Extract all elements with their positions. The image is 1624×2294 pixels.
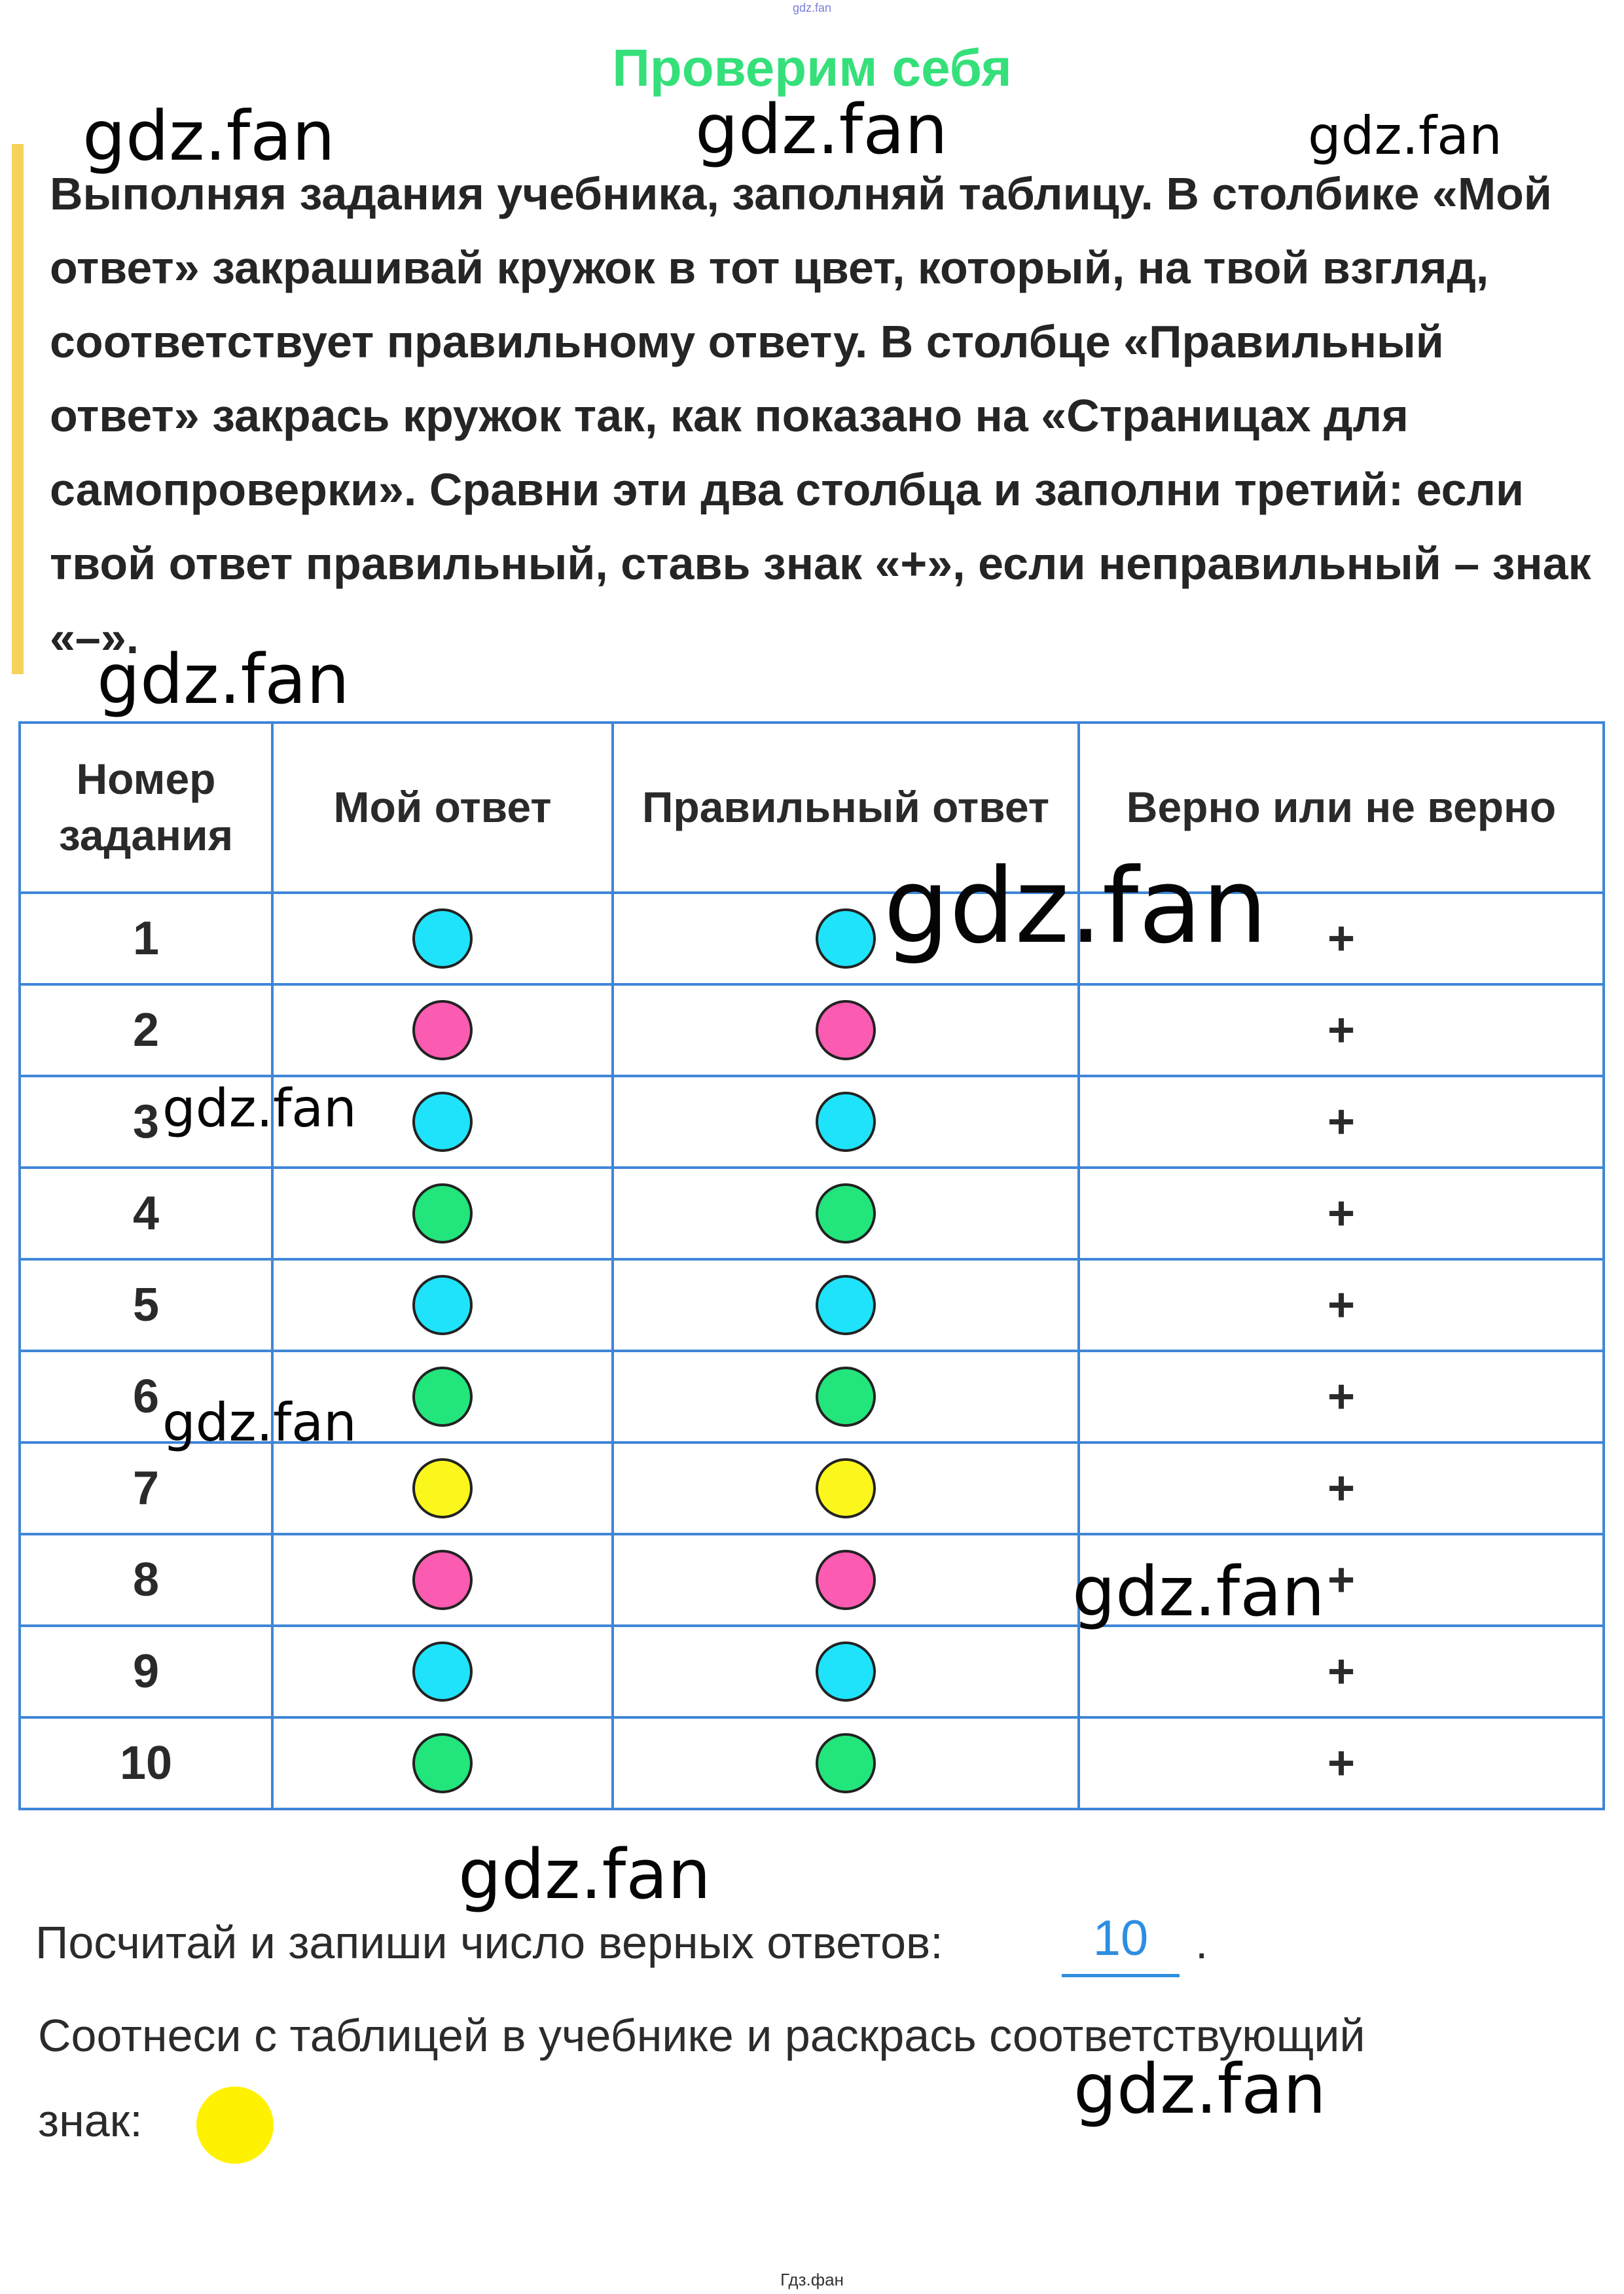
watermark-text: gdz.fan (162, 1392, 357, 1453)
table-row (20, 984, 1604, 1076)
table-row (20, 1443, 1604, 1534)
header-my-answer: Мой ответ (272, 723, 613, 893)
task-number: 10 (119, 1737, 173, 1789)
table-row (20, 1626, 1604, 1717)
sign-label: знак: (38, 2095, 143, 2146)
watermark-text: gdz.fan (1308, 105, 1502, 166)
task-number: 4 (132, 1187, 160, 1240)
instructions-text: Выполняя задания учебника, заполняй таблицу. В столбике «Мой ответ» закрашивай кружок в тот цвет, который, на твой взгляд, соответствует правильному ответу. В столбце «Правильный ответ» закрась кружок так, как показано на «Страницах для самопроверки». Сравни эти два столбца и заполни третий: если твой ответ правильный, ставь знак «+», если неправильный – знак «–». (50, 168, 1591, 663)
task-number: 3 (132, 1096, 160, 1148)
watermark-text: gdz.fan (695, 90, 948, 170)
top-watermark: gdz.fan (792, 1, 832, 14)
correct-answer-circle[interactable] (816, 908, 876, 969)
header-right-or-wrong: Верно или не верно (1079, 723, 1604, 893)
result-sign: + (1327, 1004, 1356, 1056)
correct-answer-circle[interactable] (816, 1092, 876, 1152)
header-correct-answer: Правильный ответ (613, 723, 1079, 893)
correct-answer-cell (613, 1626, 1079, 1717)
result-cell[interactable] (1079, 1259, 1604, 1351)
correct-answer-cell (613, 984, 1079, 1076)
count-underline (1062, 1974, 1180, 1977)
task-number-cell (20, 1168, 272, 1259)
count-value: 10 (1092, 1910, 1149, 1966)
correct-answer-circle[interactable] (816, 1550, 876, 1610)
footer-text: Гдз.фан (780, 2270, 844, 2289)
correct-answer-cell (613, 1534, 1079, 1626)
result-cell[interactable] (1079, 1168, 1604, 1259)
table-row (20, 1534, 1604, 1626)
table-row (20, 1168, 1604, 1259)
my-answer-circle[interactable] (412, 1092, 473, 1152)
watermark-text: gdz.fan (82, 96, 335, 176)
my-answer-circle[interactable] (412, 1275, 473, 1335)
my-answer-cell (272, 1259, 613, 1351)
task-number: 2 (132, 1004, 160, 1056)
table-row (20, 1717, 1604, 1809)
my-answer-circle[interactable] (412, 908, 473, 969)
correct-answer-cell (613, 1076, 1079, 1168)
my-answer-circle[interactable] (412, 1641, 473, 1702)
task-number: 8 (132, 1554, 160, 1606)
watermark-text: gdz.fan (1072, 1552, 1325, 1632)
my-answer-cell (272, 984, 613, 1076)
correct-answer-circle[interactable] (816, 1183, 876, 1244)
result-sign: + (1327, 1737, 1356, 1789)
result-cell[interactable] (1079, 1443, 1604, 1534)
watermark-text: gdz.fan (97, 639, 350, 719)
accent-bar (12, 144, 24, 674)
correct-answer-circle[interactable] (816, 1641, 876, 1702)
table-row (20, 1259, 1604, 1351)
result-sign: + (1327, 1187, 1356, 1240)
task-number-cell (20, 984, 272, 1076)
task-number-cell (20, 1534, 272, 1626)
answers-table (18, 721, 1605, 1810)
task-number-cell (20, 893, 272, 984)
result-sign: + (1327, 1645, 1356, 1698)
sign-circle[interactable] (196, 2087, 274, 2164)
result-cell[interactable] (1079, 1076, 1604, 1168)
correct-answer-cell (613, 1351, 1079, 1443)
watermark-text: gdz.fan (884, 846, 1268, 967)
correct-answer-circle[interactable] (816, 1458, 876, 1518)
result-sign: + (1327, 1371, 1356, 1423)
task-number-cell (20, 1443, 272, 1534)
task-number: 5 (132, 1279, 160, 1331)
count-label: Посчитай и запиши число верных ответов: (35, 1917, 943, 1968)
watermark-text: gdz.fan (1074, 2049, 1326, 2129)
result-cell[interactable] (1079, 1351, 1604, 1443)
my-answer-cell (272, 1717, 613, 1809)
task-number-cell (20, 1259, 272, 1351)
my-answer-cell (272, 1534, 613, 1626)
my-answer-cell (272, 1626, 613, 1717)
result-sign: + (1327, 1462, 1356, 1514)
my-answer-cell (272, 1168, 613, 1259)
result-cell[interactable] (1079, 1626, 1604, 1717)
header-task-number: Номер задания (20, 723, 272, 893)
result-cell[interactable] (1079, 984, 1604, 1076)
my-answer-circle[interactable] (412, 1000, 473, 1060)
correct-answer-circle[interactable] (816, 1367, 876, 1427)
task-number: 9 (132, 1645, 160, 1698)
watermark-text: gdz.fan (458, 1835, 711, 1914)
page-title: Проверим себя (612, 39, 1012, 97)
task-number: 6 (132, 1371, 160, 1423)
correct-answer-cell (613, 1443, 1079, 1534)
correct-answer-cell (613, 1259, 1079, 1351)
result-sign: + (1327, 1554, 1356, 1606)
table-row (20, 893, 1604, 984)
task-number: 7 (132, 1462, 160, 1514)
count-period: . (1195, 1917, 1208, 1968)
result-cell[interactable] (1079, 1717, 1604, 1809)
task-number: 1 (132, 912, 160, 965)
my-answer-circle[interactable] (412, 1367, 473, 1427)
my-answer-circle[interactable] (412, 1550, 473, 1610)
result-sign: + (1327, 1096, 1356, 1148)
relate-text: Соотнеси с таблицей в учебнике и раскрась соответствующий (38, 2010, 1365, 2061)
correct-answer-cell (613, 1717, 1079, 1809)
my-answer-cell (272, 893, 613, 984)
result-sign: + (1327, 1279, 1356, 1331)
my-answer-circle[interactable] (412, 1733, 473, 1793)
table-header-row (20, 723, 1604, 893)
count-field[interactable] (1062, 1910, 1180, 1967)
task-number-cell (20, 1626, 272, 1717)
my-answer-circle[interactable] (412, 1458, 473, 1518)
correct-answer-cell (613, 1168, 1079, 1259)
watermark-text: gdz.fan (162, 1078, 357, 1139)
correct-answer-circle[interactable] (816, 1275, 876, 1335)
correct-answer-circle[interactable] (816, 1733, 876, 1793)
my-answer-circle[interactable] (412, 1183, 473, 1244)
correct-answer-circle[interactable] (816, 1000, 876, 1060)
my-answer-cell (272, 1443, 613, 1534)
result-sign: + (1327, 912, 1356, 965)
task-number-cell (20, 1717, 272, 1809)
